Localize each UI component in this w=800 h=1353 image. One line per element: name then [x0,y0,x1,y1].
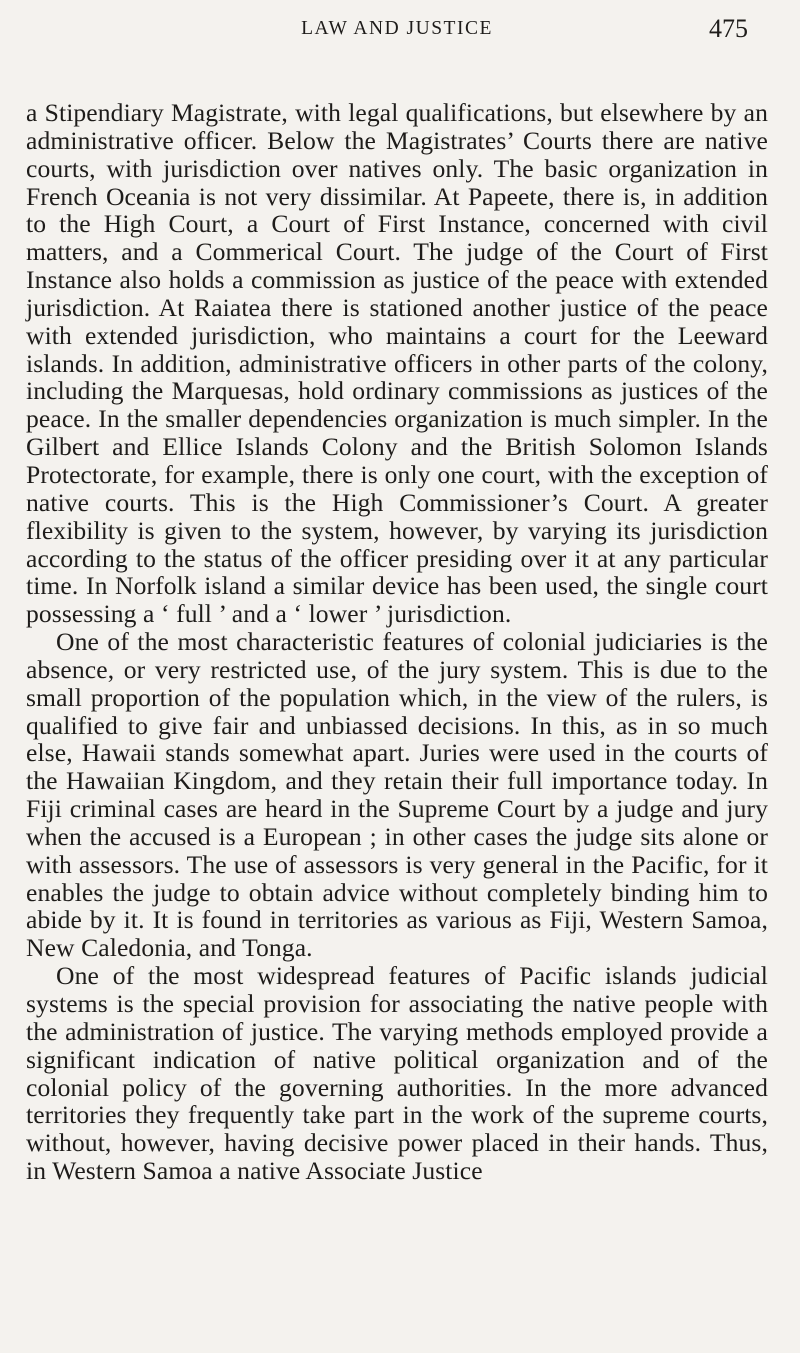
book-page [0,12,800,1353]
running-title: LAW AND JUSTICE [301,18,493,39]
paragraph: One of the most characteristic features of colonial judiciaries is the absence, or very restricted use, of the jury system. This is due to the small proportion of the population which, in the view of the rulers, is qualified to give fair and unbiassed decisions. In this, as in so much else, Hawaii stands somewhat apart. Juries were used in the courts of the Hawaiian Kingdom, and they retain their full importance today. In Fiji criminal cases are heard in the Supreme Court by a judge and jury when the accused is a European ; in other cases the judge sits alone or with assessors. The use of assessors is very general in the Pacific, for it enables the judge to obtain advice without completely binding him to abide by it. It is found in territories as various as Fiji, Western Samoa, New Caledonia, and Tonga. [26,627,768,963]
paragraph: a Stipendiary Magistrate, with legal qualifications, but elsewhere by an administrative officer. Below the Magistrates’ Courts there are native courts, with jurisdiction over natives only. The basic organization in French Oceania is not very dissimilar. At Papeete, there is, in addition to the High Court, a Court of First Instance, concerned with civil matters, and a Commerical Court. The judge of the Court of First Instance also holds a commission as justice of the peace with extended jurisdiction. At Raiatea there is stationed another justice of the peace with extended jurisdiction, who maintains a court for the Leeward islands. In addition, administrative officers in other parts of the colony, including the Marquesas, hold ordinary commissions as justices of the peace. In the smaller dependencies organization is much simpler. In the Gilbert and Ellice Islands Colony and the British Solomon Islands Protectorate, for example, there is only one court, with the exception of native courts. This is the High Commissioner’s Court. A greater flexibility is given to the system, however, by varying its jurisdiction according to the status of the officer presiding over it at any particular time. In Norfolk island a similar device has been used, the single court possessing a ‘ full ’ and a ‘ lower ’ jurisdiction. [26,98,768,629]
body-text [26,99,768,1185]
page-number: 475 [709,14,748,43]
paragraph: One of the most widespread features of Pacific islands judicial systems is the special provision for associating the native people with the administration of justice. The varying methods employed provide a significant indication of native political organization and of the colonial policy of the governing authorities. In the more advanced territories they frequently take part in the work of the supreme courts, without, however, having decisive power placed in their hands. Thus, in Western Samoa a native Associate Justice [26,961,768,1186]
running-header [26,12,768,52]
